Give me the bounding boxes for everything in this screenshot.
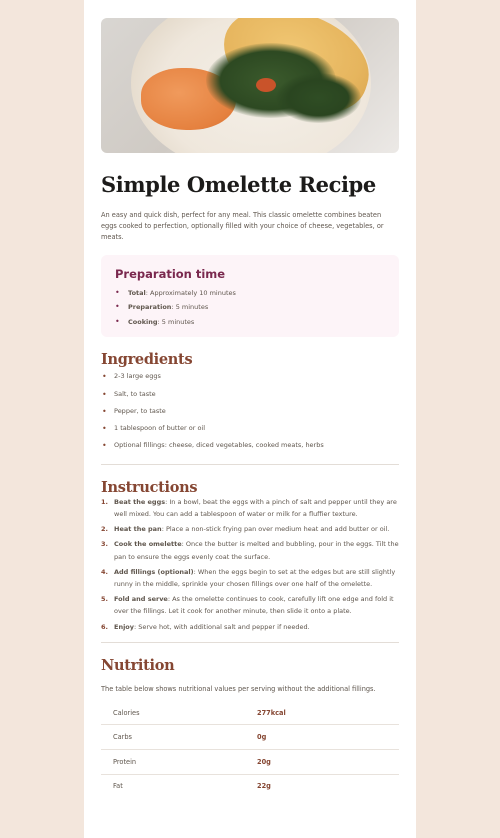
step-text: : Serve hot, with additional salt and pepper if needed. xyxy=(134,622,310,631)
nutrient-name: Calories xyxy=(101,701,256,725)
ingredients-heading: Ingredients xyxy=(101,351,193,369)
instruction-step xyxy=(101,621,399,633)
step-number: 1. xyxy=(101,497,108,506)
table-row xyxy=(101,749,399,774)
step-label: Cook the omelette xyxy=(114,540,182,549)
step-number: 4. xyxy=(101,567,108,576)
ingredient-item: • Salt, to taste xyxy=(101,386,399,403)
step-number: 3. xyxy=(101,540,108,549)
step-number: 2. xyxy=(101,525,108,534)
nutrient-value: 277kcal xyxy=(256,701,399,725)
step-number: 5. xyxy=(101,595,108,604)
recipe-title: Simple Omelette Recipe xyxy=(101,172,376,197)
nutrient-name: Carbs xyxy=(101,725,256,750)
step-text: : As the omelette continues to cook, carefully lift one edge and fold it over the fillings. Let it cook for another minute, then slide it onto a plate. xyxy=(114,595,394,616)
step-label: Beat the eggs xyxy=(114,497,166,506)
nutrition-intro: The table below shows nutritional values per serving without the additional fillings. xyxy=(101,684,376,693)
preparation-item xyxy=(115,315,385,330)
ingredients-section xyxy=(101,351,399,454)
instructions-list xyxy=(101,496,399,633)
nutrition-section xyxy=(101,657,399,798)
instruction-step xyxy=(101,523,399,535)
instructions-section xyxy=(101,479,399,633)
recipe-card xyxy=(84,0,416,838)
omelette-photo xyxy=(101,18,399,153)
step-text: : In a bowl, beat the eggs with a pinch of salt and pepper until they are well mixed. You can add a tablespoon of water or milk for a fluffier texture. xyxy=(114,497,397,518)
ingredients-list xyxy=(101,368,399,454)
preparation-item-value: : 5 minutes xyxy=(171,303,209,312)
ingredient-item: • Optional fillings: cheese, diced vegetables, cooked meats, herbs xyxy=(101,437,399,454)
table-row xyxy=(101,701,399,725)
step-text: : Once the butter is melted and bubbling, pour in the eggs. Tilt the pan to ensure the eggs evenly coat the surface. xyxy=(114,540,399,561)
step-label: Enjoy xyxy=(114,622,134,631)
ingredient-item: • 2-3 large eggs xyxy=(101,368,399,385)
preparation-item-label: Cooking xyxy=(128,317,158,326)
nutrient-value: 20g xyxy=(256,749,399,774)
section-divider xyxy=(101,464,399,465)
table-row xyxy=(101,774,399,798)
preparation-item xyxy=(115,286,385,301)
instruction-step xyxy=(101,496,399,520)
ingredient-item: • Pepper, to taste xyxy=(101,403,399,420)
preparation-list xyxy=(115,286,385,330)
step-label: Fold and serve xyxy=(114,595,168,604)
instruction-step xyxy=(101,538,399,562)
step-text: : Place a non-stick frying pan over medium heat and add butter or oil. xyxy=(161,525,390,534)
preparation-item-value: : Approximately 10 minutes xyxy=(145,288,236,297)
step-text: : When the eggs begin to set at the edges but are still slightly runny in the middle, sprinkle your chosen fillings over one half of the omelette. xyxy=(114,567,396,588)
instruction-step xyxy=(101,593,399,617)
step-number: 6. xyxy=(101,622,108,631)
nutrient-value: 22g xyxy=(257,782,271,791)
nutrient-value: 0g xyxy=(256,725,399,750)
preparation-item xyxy=(115,300,385,315)
recipe-intro: An easy and quick dish, perfect for any meal. This classic omelette combines beaten eggs cooked to perfection, optionally filled with your choice of cheese, vegetables, or meats. xyxy=(101,211,384,241)
nutrient-name: Protein xyxy=(101,749,256,774)
instruction-step xyxy=(101,566,399,590)
section-divider xyxy=(101,642,399,643)
nutrient-name: Fat xyxy=(113,782,123,791)
step-label: Add fillings (optional) xyxy=(114,567,194,576)
preparation-box xyxy=(101,255,399,338)
preparation-item-label: Total xyxy=(128,288,146,297)
table-row xyxy=(101,725,399,750)
preparation-item-label: Preparation xyxy=(128,303,172,312)
nutrition-table xyxy=(101,701,399,798)
preparation-heading: Preparation time xyxy=(115,266,226,281)
instructions-heading: Instructions xyxy=(101,478,198,496)
preparation-item-value: : 5 minutes xyxy=(157,317,195,326)
ingredient-item: • 1 tablespoon of butter or oil xyxy=(101,420,399,437)
step-label: Heat the pan xyxy=(114,525,162,534)
nutrition-heading: Nutrition xyxy=(101,656,175,674)
